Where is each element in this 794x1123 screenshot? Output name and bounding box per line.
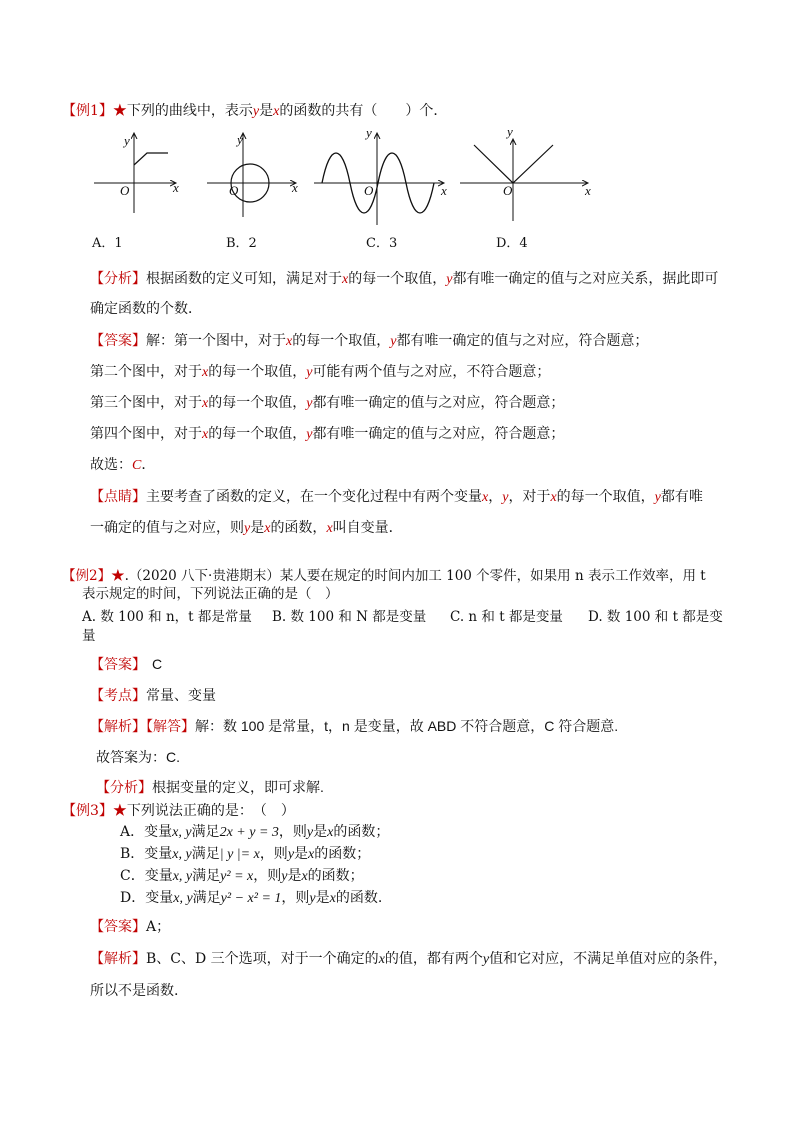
ex1-answer-line3: 第三个图中，对于x的每一个取值，y都有唯一确定的值与之对应，符合题意； (90, 395, 565, 411)
ex1-graphs (0, 125, 794, 235)
graph-3 (314, 125, 447, 225)
ex2-option-c[interactable]: C. n 和 t 都是变量 (450, 609, 563, 625)
ex1-analysis-line1: 【分析】根据函数的定义可知，满足对于x的每一个取值，y都有唯一确定的值与之对应关系，据此即可 (90, 271, 719, 287)
svg-text:x: x (292, 180, 298, 195)
ex3-jiexi-line2: 所以不是函数. (90, 983, 179, 999)
svg-text:O: O (229, 183, 239, 198)
ex2-point: 【考点】常量、变量 (90, 687, 216, 703)
ex2-option-a[interactable]: A. 数 100 和 n，t 都是常量 (82, 609, 252, 625)
ex1-choose: 故选：C． (90, 457, 156, 473)
star-icon: ★ (112, 803, 127, 819)
ex2-option-d-wrap: 量 (82, 628, 96, 644)
ex3-jiexi-line1: 【解析】B、C、D 三个选项，对于一个确定的x的值，都有两个y值和它对应，不满足单值对应的条件， (90, 951, 728, 967)
ex3-question: 【例3】★下列说法正确的是： （ ） (62, 803, 295, 819)
ex1-question: 【例1】★下列的曲线中，表示y是x的函数的共有（ ）个． (62, 103, 448, 119)
svg-text:y: y (366, 125, 372, 140)
star-icon: ★ (112, 103, 127, 119)
graph-4 (460, 125, 591, 221)
ex2-question-line2: 表示规定的时间，下列说法正确的是（ ） (82, 586, 339, 602)
ex2-option-d[interactable]: D. 数 100 和 t 都是变 (588, 609, 723, 625)
ex1-comment-line2: 一确定的值与之对应，则y是x的函数，x叫自变量． (90, 520, 403, 536)
graph-2 (207, 132, 298, 217)
ex1-comment-line1: 【点睛】主要考查了函数的定义，在一个变化过程中有两个变量x，y，对于x的每一个取值，y都有唯 (90, 489, 703, 505)
origin-label: O (120, 183, 130, 198)
ex3-option-a[interactable]: A．变量x, y满足2x + y = 3，则y是x的函数； (120, 824, 390, 840)
ex1-tag: 【例1】 (62, 103, 113, 119)
ex1-option-c[interactable]: C．3 (366, 236, 398, 251)
ex2-answer: 【答案】 C (90, 656, 163, 672)
ex2-final: 故答案为：C. (96, 749, 180, 765)
ex2-option-b[interactable]: B. 数 100 和 N 都是变量 (272, 609, 427, 625)
ex1-option-d[interactable]: D．4 (496, 236, 528, 251)
graph-1 (94, 133, 179, 213)
ex2-analysis: 【分析】根据变量的定义，即可求解. (96, 779, 324, 795)
star-icon: ★ (111, 568, 125, 584)
ex1-analysis-line2: 确定函数的个数． (90, 301, 202, 317)
axis-y-label: y (124, 133, 130, 148)
ex1-answer-line1: 【答案】解：第一个图中，对于x的每一个取值，y都有唯一确定的值与之对应，符合题意； (90, 333, 649, 349)
ex1-answer-line4: 第四个图中，对于x的每一个取值，y都有唯一确定的值与之对应，符合题意； (90, 426, 565, 442)
svg-text:x: x (585, 183, 591, 198)
ex3-option-d[interactable]: D．变量x, y满足y² − x² = 1，则y是x的函数. (120, 890, 383, 906)
svg-text:x: x (441, 183, 447, 198)
ex2-question-line1: 【例2】★.（2020 八下·贵港期末）某人要在规定的时间内加工 100 个零件，如果用 n 表示工作效率，用 t (62, 568, 706, 584)
svg-text:O: O (503, 183, 513, 198)
ex1-option-b[interactable]: B．2 (226, 236, 257, 251)
svg-text:O: O (364, 183, 374, 198)
ex1-option-a[interactable]: A．1 (92, 236, 123, 251)
axis-x-label: x (173, 180, 179, 195)
ex3-option-c[interactable]: C．变量x, y满足y² = x，则y是x的函数； (120, 868, 364, 884)
ex2-jiexi: 【解析】【解答】解：数 100 是常量，t，n 是变量，故 ABD 不符合题意，C 符合题意. (90, 718, 619, 734)
ex3-answer: 【答案】A； (90, 919, 171, 935)
svg-text:y: y (507, 125, 513, 139)
ex1-answer-line2: 第二个图中，对于x的每一个取值，y可能有两个值与之对应，不符合题意； (90, 364, 551, 380)
svg-text:y: y (237, 132, 243, 147)
ex3-option-b[interactable]: B．变量x, y满足| y |= x，则y是x的函数； (120, 846, 371, 862)
